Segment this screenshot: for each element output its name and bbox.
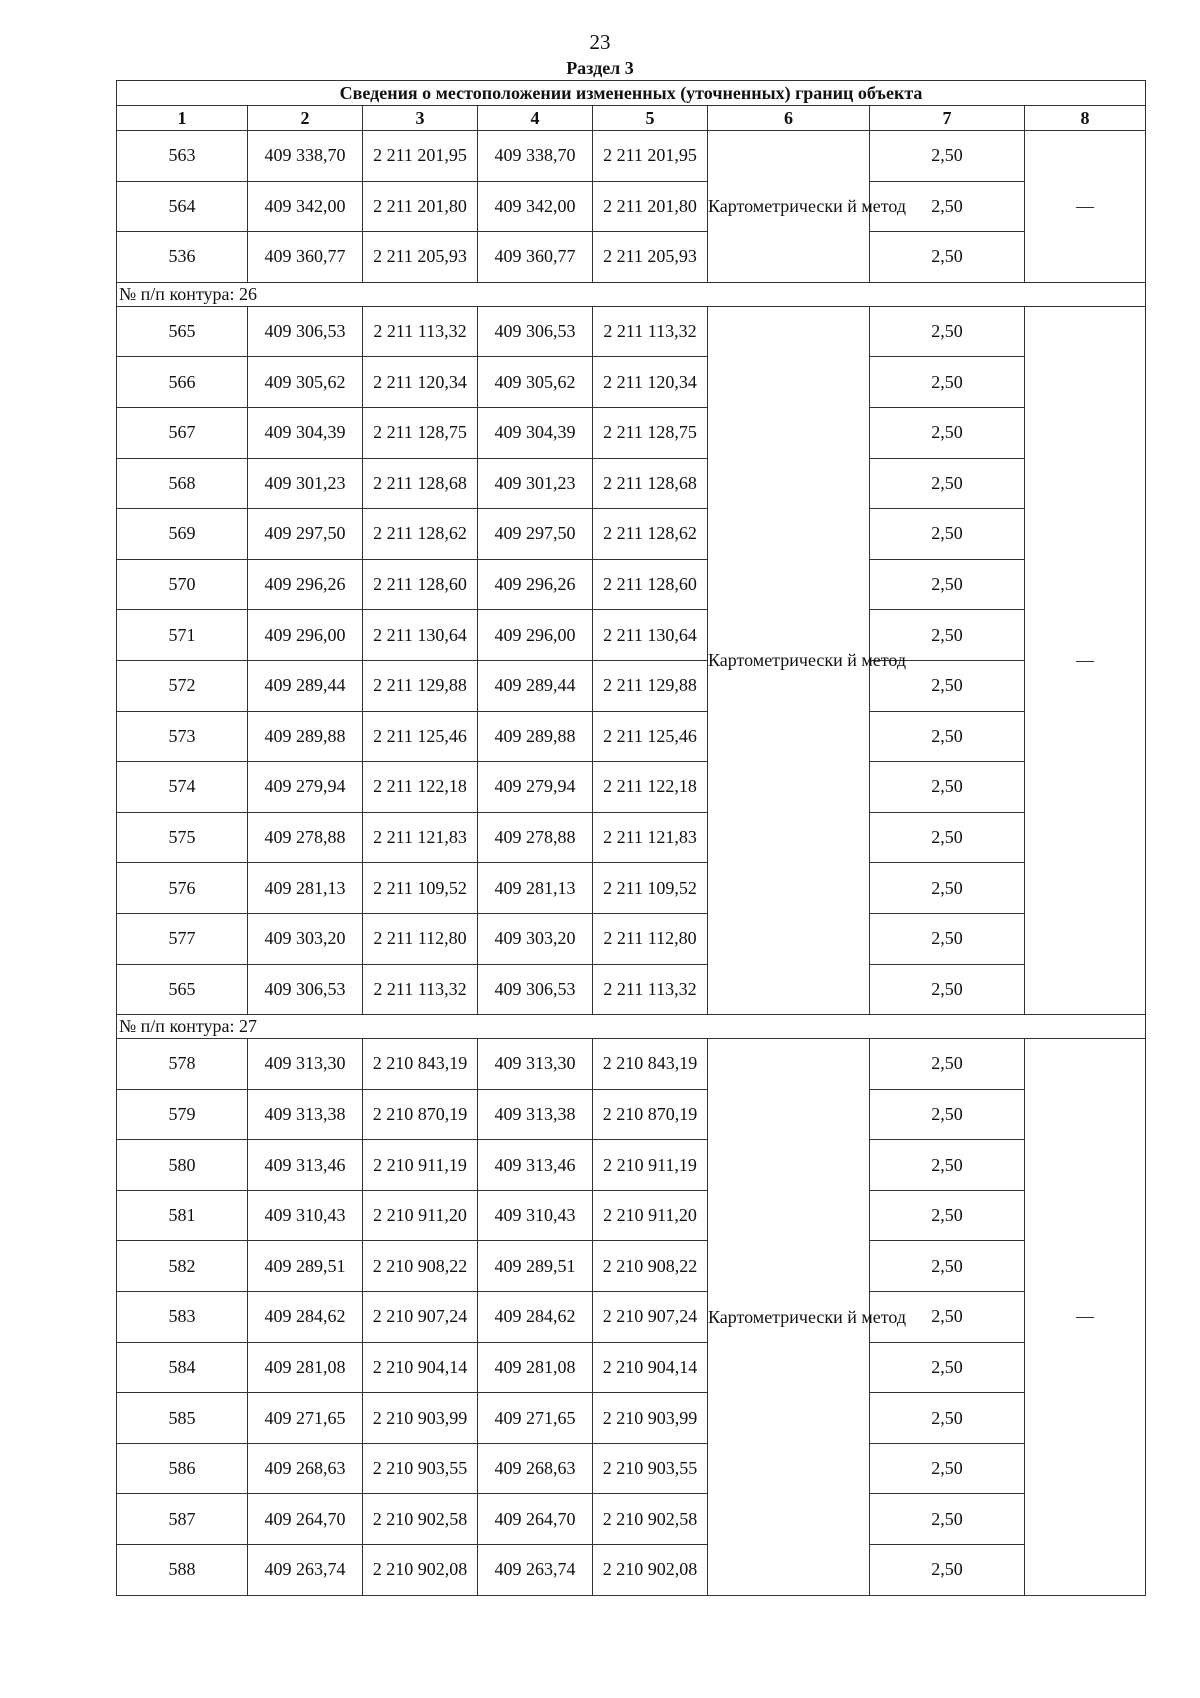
note-cell: —: [1025, 131, 1146, 283]
column-number-header: 1: [117, 106, 248, 131]
point-number-cell: 579: [117, 1089, 248, 1140]
table-row: [117, 458, 1146, 509]
table-row: [117, 1140, 1146, 1191]
note-cell: —: [1025, 1039, 1146, 1596]
point-number-cell: 577: [117, 913, 248, 964]
table-row: [117, 1443, 1146, 1494]
x-old-cell: 409 296,00: [248, 610, 363, 661]
y-old-cell: 2 211 205,93: [363, 232, 478, 283]
method-cell: Картометрически й метод: [708, 1039, 870, 1596]
accuracy-cell: 2,50: [870, 181, 1025, 232]
x-old-cell: 409 303,20: [248, 913, 363, 964]
point-number-cell: 578: [117, 1039, 248, 1090]
y-new-cell: 2 210 911,20: [593, 1190, 708, 1241]
x-old-cell: 409 338,70: [248, 131, 363, 182]
y-new-cell: 2 211 128,68: [593, 458, 708, 509]
x-new-cell: 409 306,53: [478, 964, 593, 1015]
x-new-cell: 409 297,50: [478, 509, 593, 560]
x-new-cell: 409 360,77: [478, 232, 593, 283]
y-old-cell: 2 211 109,52: [363, 863, 478, 914]
y-new-cell: 2 210 902,08: [593, 1545, 708, 1596]
x-old-cell: 409 310,43: [248, 1190, 363, 1241]
boundary-coordinates-table: [116, 80, 1146, 1596]
point-number-cell: 576: [117, 863, 248, 914]
x-old-cell: 409 313,30: [248, 1039, 363, 1090]
accuracy-cell: 2,50: [870, 1443, 1025, 1494]
y-new-cell: 2 210 870,19: [593, 1089, 708, 1140]
column-number-header: 8: [1025, 106, 1146, 131]
y-old-cell: 2 210 911,20: [363, 1190, 478, 1241]
accuracy-cell: 2,50: [870, 610, 1025, 661]
point-number-cell: 566: [117, 357, 248, 408]
x-old-cell: 409 268,63: [248, 1443, 363, 1494]
table-row: [117, 1241, 1146, 1292]
y-new-cell: 2 211 128,62: [593, 509, 708, 560]
accuracy-cell: 2,50: [870, 1039, 1025, 1090]
accuracy-cell: 2,50: [870, 964, 1025, 1015]
x-old-cell: 409 305,62: [248, 357, 363, 408]
table-row: [117, 357, 1146, 408]
y-old-cell: 2 210 902,08: [363, 1545, 478, 1596]
accuracy-cell: 2,50: [870, 762, 1025, 813]
y-old-cell: 2 211 125,46: [363, 711, 478, 762]
x-old-cell: 409 271,65: [248, 1393, 363, 1444]
y-old-cell: 2 210 908,22: [363, 1241, 478, 1292]
y-new-cell: 2 210 843,19: [593, 1039, 708, 1090]
y-old-cell: 2 210 911,19: [363, 1140, 478, 1191]
x-new-cell: 409 310,43: [478, 1190, 593, 1241]
x-new-cell: 409 313,46: [478, 1140, 593, 1191]
accuracy-cell: 2,50: [870, 1342, 1025, 1393]
table-row: [117, 1292, 1146, 1343]
column-number-header: 7: [870, 106, 1025, 131]
point-number-cell: 565: [117, 306, 248, 357]
y-new-cell: 2 211 113,32: [593, 306, 708, 357]
x-new-cell: 409 313,38: [478, 1089, 593, 1140]
x-new-cell: 409 296,26: [478, 559, 593, 610]
y-new-cell: 2 210 907,24: [593, 1292, 708, 1343]
table-row: [117, 711, 1146, 762]
column-number-header: 4: [478, 106, 593, 131]
y-new-cell: 2 210 903,99: [593, 1393, 708, 1444]
y-old-cell: 2 210 903,55: [363, 1443, 478, 1494]
accuracy-cell: 2,50: [870, 913, 1025, 964]
point-number-cell: 582: [117, 1241, 248, 1292]
table-row: [117, 509, 1146, 560]
accuracy-cell: 2,50: [870, 509, 1025, 560]
x-old-cell: 409 263,74: [248, 1545, 363, 1596]
table-row: [117, 1089, 1146, 1140]
y-old-cell: 2 211 130,64: [363, 610, 478, 661]
accuracy-cell: 2,50: [870, 559, 1025, 610]
y-new-cell: 2 211 130,64: [593, 610, 708, 661]
table-row: [117, 131, 1146, 182]
y-old-cell: 2 211 120,34: [363, 357, 478, 408]
y-new-cell: 2 211 205,93: [593, 232, 708, 283]
y-old-cell: 2 211 121,83: [363, 812, 478, 863]
y-new-cell: 2 211 122,18: [593, 762, 708, 813]
point-number-cell: 536: [117, 232, 248, 283]
x-old-cell: 409 284,62: [248, 1292, 363, 1343]
y-old-cell: 2 210 904,14: [363, 1342, 478, 1393]
x-new-cell: 409 296,00: [478, 610, 593, 661]
point-number-cell: 573: [117, 711, 248, 762]
y-old-cell: 2 211 128,75: [363, 407, 478, 458]
x-old-cell: 409 301,23: [248, 458, 363, 509]
x-old-cell: 409 289,44: [248, 660, 363, 711]
table-row: [117, 1545, 1146, 1596]
point-number-cell: 581: [117, 1190, 248, 1241]
y-old-cell: 2 210 902,58: [363, 1494, 478, 1545]
y-old-cell: 2 210 870,19: [363, 1089, 478, 1140]
y-new-cell: 2 210 903,55: [593, 1443, 708, 1494]
x-old-cell: 409 306,53: [248, 306, 363, 357]
table-row: [117, 863, 1146, 914]
table-row: [117, 1039, 1146, 1090]
accuracy-cell: 2,50: [870, 1292, 1025, 1343]
x-new-cell: 409 289,88: [478, 711, 593, 762]
table-row: [117, 407, 1146, 458]
accuracy-cell: 2,50: [870, 458, 1025, 509]
x-new-cell: 409 301,23: [478, 458, 593, 509]
x-new-cell: 409 306,53: [478, 306, 593, 357]
contour-label: № п/п контура: 26: [117, 282, 1146, 306]
point-number-cell: 569: [117, 509, 248, 560]
table-row: [117, 1393, 1146, 1444]
note-cell: —: [1025, 306, 1146, 1014]
accuracy-cell: 2,50: [870, 1190, 1025, 1241]
point-number-cell: 583: [117, 1292, 248, 1343]
point-number-cell: 575: [117, 812, 248, 863]
x-old-cell: 409 297,50: [248, 509, 363, 560]
point-number-cell: 565: [117, 964, 248, 1015]
table-row: [117, 1494, 1146, 1545]
x-old-cell: 409 360,77: [248, 232, 363, 283]
x-old-cell: 409 304,39: [248, 407, 363, 458]
accuracy-cell: 2,50: [870, 1393, 1025, 1444]
accuracy-cell: 2,50: [870, 407, 1025, 458]
y-new-cell: 2 211 113,32: [593, 964, 708, 1015]
point-number-cell: 564: [117, 181, 248, 232]
accuracy-cell: 2,50: [870, 1089, 1025, 1140]
y-old-cell: 2 211 201,95: [363, 131, 478, 182]
x-new-cell: 409 264,70: [478, 1494, 593, 1545]
x-old-cell: 409 342,00: [248, 181, 363, 232]
section-title: Раздел 3: [566, 58, 634, 78]
page-number: 23: [589, 30, 611, 54]
accuracy-cell: 2,50: [870, 863, 1025, 914]
y-new-cell: 2 211 201,95: [593, 131, 708, 182]
method-cell: Картометрически й метод: [708, 306, 870, 1014]
y-old-cell: 2 210 903,99: [363, 1393, 478, 1444]
table-row: [117, 762, 1146, 813]
y-new-cell: 2 210 904,14: [593, 1342, 708, 1393]
y-new-cell: 2 211 201,80: [593, 181, 708, 232]
x-new-cell: 409 279,94: [478, 762, 593, 813]
y-new-cell: 2 210 902,58: [593, 1494, 708, 1545]
x-old-cell: 409 313,38: [248, 1089, 363, 1140]
y-new-cell: 2 211 112,80: [593, 913, 708, 964]
contour-row: [117, 282, 1146, 306]
y-new-cell: 2 211 120,34: [593, 357, 708, 408]
y-new-cell: 2 210 911,19: [593, 1140, 708, 1191]
y-new-cell: 2 211 128,60: [593, 559, 708, 610]
contour-label: № п/п контура: 27: [117, 1015, 1146, 1039]
x-old-cell: 409 313,46: [248, 1140, 363, 1191]
y-old-cell: 2 211 113,32: [363, 964, 478, 1015]
column-number-header: 2: [248, 106, 363, 131]
accuracy-cell: 2,50: [870, 232, 1025, 283]
table-body: [117, 131, 1146, 1596]
x-new-cell: 409 338,70: [478, 131, 593, 182]
point-number-cell: 580: [117, 1140, 248, 1191]
x-new-cell: 409 305,62: [478, 357, 593, 408]
table-row: [117, 964, 1146, 1015]
point-number-cell: 586: [117, 1443, 248, 1494]
table-row: [117, 1342, 1146, 1393]
y-old-cell: 2 211 129,88: [363, 660, 478, 711]
x-old-cell: 409 296,26: [248, 559, 363, 610]
table-caption: Сведения о местоположении измененных (уточненных) границ объекта: [117, 81, 1146, 106]
x-new-cell: 409 303,20: [478, 913, 593, 964]
point-number-cell: 571: [117, 610, 248, 661]
point-number-cell: 584: [117, 1342, 248, 1393]
x-new-cell: 409 289,51: [478, 1241, 593, 1292]
x-old-cell: 409 281,08: [248, 1342, 363, 1393]
x-new-cell: 409 263,74: [478, 1545, 593, 1596]
x-new-cell: 409 284,62: [478, 1292, 593, 1343]
x-old-cell: 409 306,53: [248, 964, 363, 1015]
method-cell: Картометрически й метод: [708, 131, 870, 283]
accuracy-cell: 2,50: [870, 812, 1025, 863]
y-new-cell: 2 211 129,88: [593, 660, 708, 711]
x-old-cell: 409 279,94: [248, 762, 363, 813]
accuracy-cell: 2,50: [870, 1140, 1025, 1191]
point-number-cell: 570: [117, 559, 248, 610]
point-number-cell: 567: [117, 407, 248, 458]
accuracy-cell: 2,50: [870, 1545, 1025, 1596]
x-old-cell: 409 289,88: [248, 711, 363, 762]
y-new-cell: 2 210 908,22: [593, 1241, 708, 1292]
accuracy-cell: 2,50: [870, 1494, 1025, 1545]
x-new-cell: 409 304,39: [478, 407, 593, 458]
x-new-cell: 409 281,08: [478, 1342, 593, 1393]
table-row: [117, 306, 1146, 357]
column-number-row: [117, 106, 1146, 131]
point-number-cell: 574: [117, 762, 248, 813]
table-row: [117, 232, 1146, 283]
column-number-header: 6: [708, 106, 870, 131]
accuracy-cell: 2,50: [870, 660, 1025, 711]
accuracy-cell: 2,50: [870, 711, 1025, 762]
y-old-cell: 2 211 112,80: [363, 913, 478, 964]
x-old-cell: 409 278,88: [248, 812, 363, 863]
point-number-cell: 588: [117, 1545, 248, 1596]
accuracy-cell: 2,50: [870, 357, 1025, 408]
y-old-cell: 2 210 907,24: [363, 1292, 478, 1343]
x-old-cell: 409 281,13: [248, 863, 363, 914]
y-old-cell: 2 211 113,32: [363, 306, 478, 357]
y-old-cell: 2 211 201,80: [363, 181, 478, 232]
x-new-cell: 409 313,30: [478, 1039, 593, 1090]
point-number-cell: 587: [117, 1494, 248, 1545]
x-old-cell: 409 289,51: [248, 1241, 363, 1292]
y-old-cell: 2 210 843,19: [363, 1039, 478, 1090]
point-number-cell: 568: [117, 458, 248, 509]
x-new-cell: 409 278,88: [478, 812, 593, 863]
column-number-header: 3: [363, 106, 478, 131]
table-row: [117, 610, 1146, 661]
y-old-cell: 2 211 122,18: [363, 762, 478, 813]
table-row: [117, 660, 1146, 711]
accuracy-cell: 2,50: [870, 306, 1025, 357]
x-old-cell: 409 264,70: [248, 1494, 363, 1545]
y-new-cell: 2 211 109,52: [593, 863, 708, 914]
x-new-cell: 409 289,44: [478, 660, 593, 711]
x-new-cell: 409 271,65: [478, 1393, 593, 1444]
table-row: [117, 559, 1146, 610]
accuracy-cell: 2,50: [870, 1241, 1025, 1292]
point-number-cell: 563: [117, 131, 248, 182]
y-new-cell: 2 211 125,46: [593, 711, 708, 762]
table-row: [117, 913, 1146, 964]
y-old-cell: 2 211 128,62: [363, 509, 478, 560]
column-number-header: 5: [593, 106, 708, 131]
y-old-cell: 2 211 128,60: [363, 559, 478, 610]
table-row: [117, 812, 1146, 863]
point-number-cell: 585: [117, 1393, 248, 1444]
table-row: [117, 1190, 1146, 1241]
y-new-cell: 2 211 128,75: [593, 407, 708, 458]
x-new-cell: 409 281,13: [478, 863, 593, 914]
table-row: [117, 181, 1146, 232]
x-new-cell: 409 342,00: [478, 181, 593, 232]
x-new-cell: 409 268,63: [478, 1443, 593, 1494]
accuracy-cell: 2,50: [870, 131, 1025, 182]
point-number-cell: 572: [117, 660, 248, 711]
y-new-cell: 2 211 121,83: [593, 812, 708, 863]
y-old-cell: 2 211 128,68: [363, 458, 478, 509]
contour-row: [117, 1015, 1146, 1039]
